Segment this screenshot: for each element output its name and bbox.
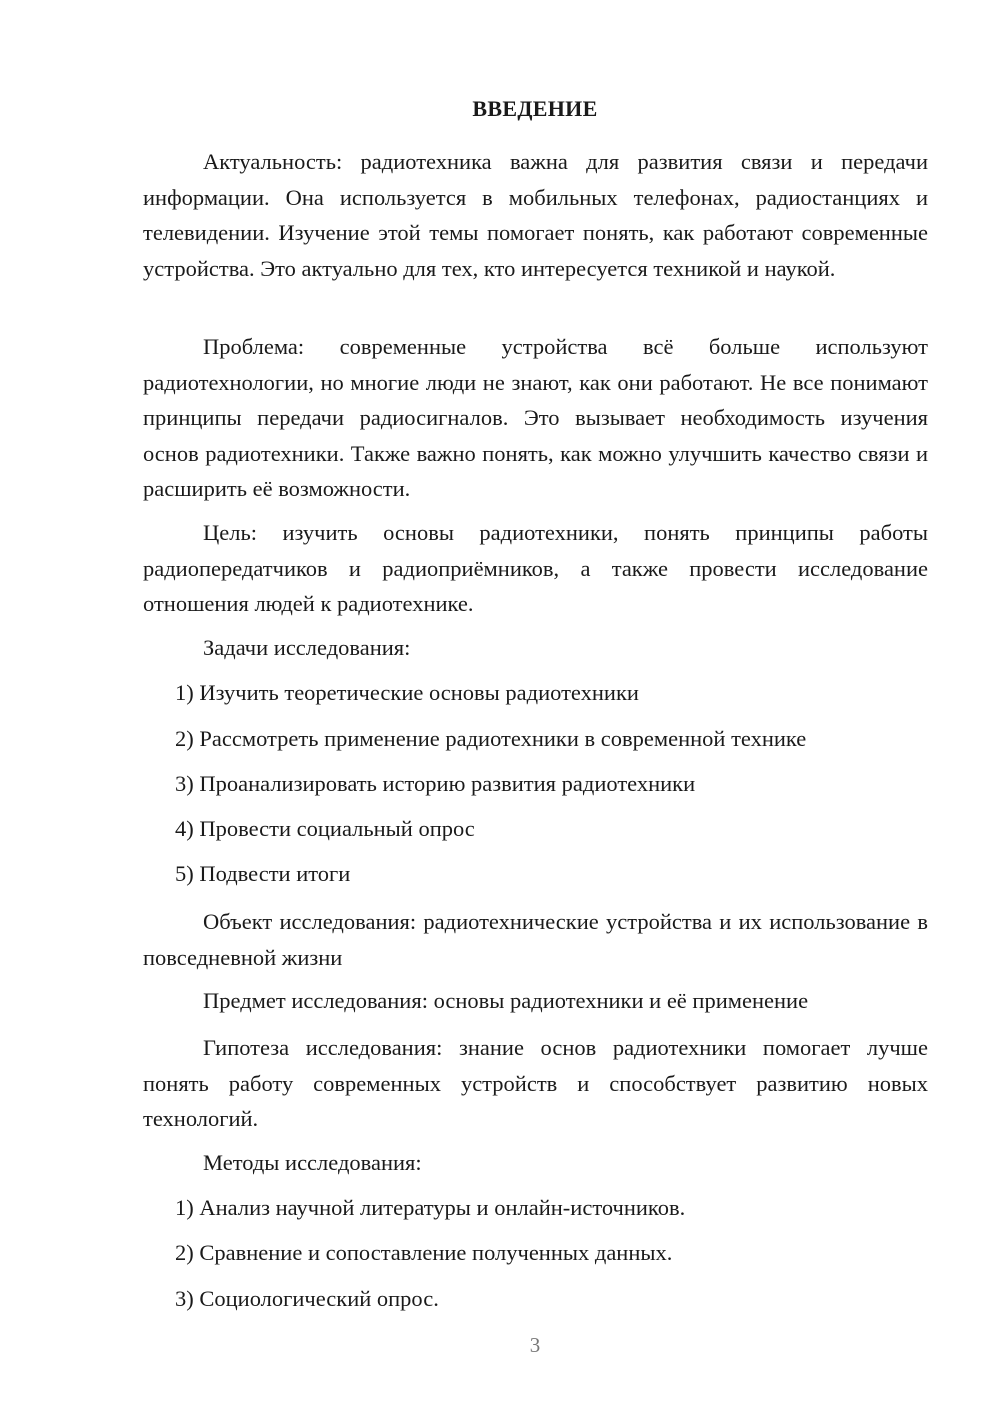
- method-item: 2) Сравнение и сопоставление полученных данных.: [175, 1240, 673, 1265]
- method-item: 3) Социологический опрос.: [175, 1286, 439, 1311]
- problem-paragraph: Проблема: современные устройства всё больше используют радиотехнологии, но многие люди не знают, как они работают. Не все понимают принципы передачи радиосигналов. Это вызывает необходимость изучения основ радиотехники. Также важно понять, как можно улучшить качество связи и расширить её возможности.: [143, 334, 928, 501]
- goal-paragraph: Цель: изучить основы радиотехники, понять принципы работы радиопередатчиков и радиоприёмников, а также провести исследование отношения людей к радиотехнике.: [143, 520, 928, 616]
- task-item: 4) Провести социальный опрос: [175, 816, 475, 841]
- method-item: 1) Анализ научной литературы и онлайн-источников.: [175, 1195, 686, 1220]
- tasks-heading: Задачи исследования:: [203, 635, 411, 660]
- task-item: 5) Подвести итоги: [175, 861, 351, 886]
- page-number: 3: [529, 1333, 541, 1357]
- task-item: 2) Рассмотреть применение радиотехники в современной технике: [175, 726, 807, 751]
- methods-heading: Методы исследования:: [203, 1150, 422, 1175]
- hypothesis-paragraph: Гипотеза исследования: знание основ радиотехники помогает лучше понять работу современных устройств и способствует развитию новых технологий.: [143, 1035, 928, 1131]
- object-paragraph: Объект исследования: радиотехнические устройства и их использование в повседневной жизни: [143, 909, 928, 970]
- relevance-paragraph: Актуальность: радиотехника важна для развития связи и передачи информации. Она используется в мобильных телефонах, радиостанциях и телевидении. Изучение этой темы помогает понять, как работают современные устройства. Это актуально для тех, кто интересуется техникой и наукой.: [143, 149, 928, 281]
- subject-line: Предмет исследования: основы радиотехники и её применение: [203, 988, 809, 1013]
- task-item: 1) Изучить теоретические основы радиотехники: [175, 680, 639, 705]
- page-title: ВВЕДЕНИЕ: [472, 96, 598, 121]
- task-item: 3) Проанализировать историю развития радиотехники: [175, 771, 696, 796]
